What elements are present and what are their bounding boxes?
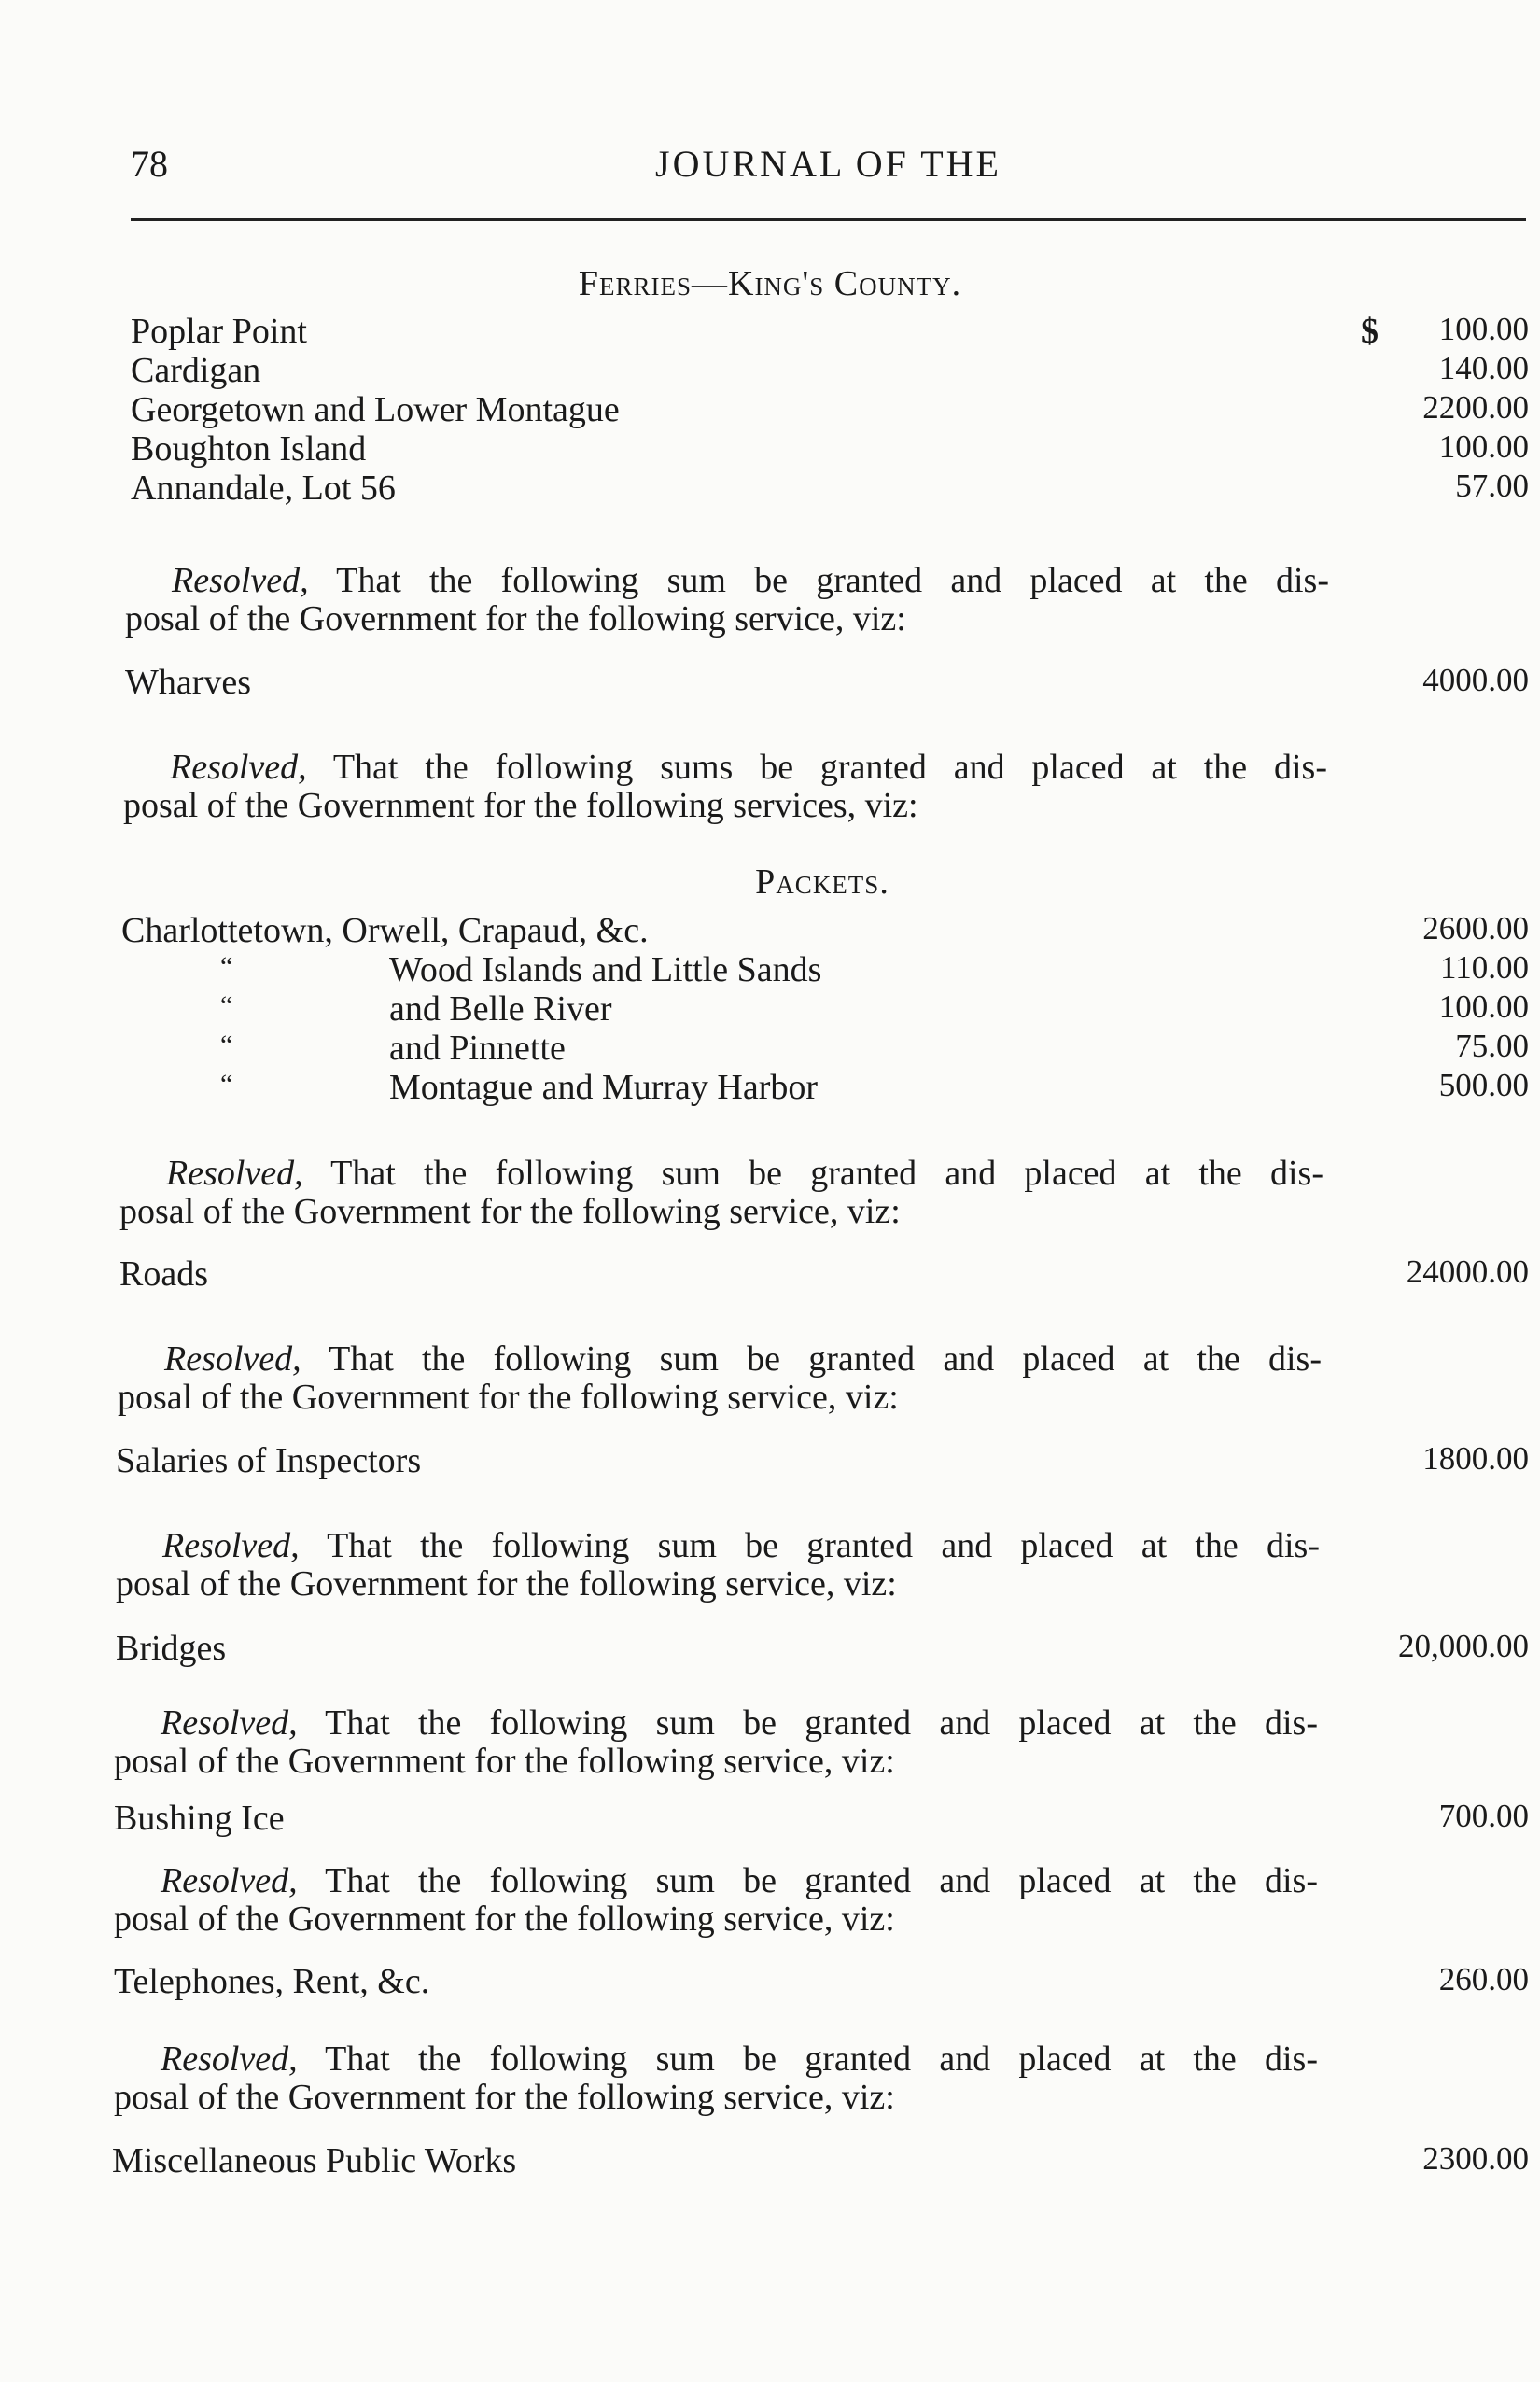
- packet-row: [0, 1028, 1540, 1071]
- ferry-amount: 100.00: [1438, 428, 1529, 465]
- packet-amount: 500.00: [1438, 1067, 1529, 1103]
- ferries-heading: Ferries—King's County.: [578, 264, 962, 303]
- packet-label: and Belle River: [389, 989, 612, 1029]
- resolved-word: Resolved,: [172, 561, 309, 600]
- ferry-label: Boughton Island: [131, 429, 367, 469]
- resolved-word: Resolved,: [162, 1526, 300, 1565]
- packet-row: [0, 910, 1540, 953]
- packet-row: [0, 1067, 1540, 1110]
- resolution-text: That the following sum be granted and placed at the dis-: [327, 1526, 1320, 1565]
- ferry-row: [0, 350, 1540, 393]
- ferry-label: Annandale, Lot 56: [131, 469, 396, 508]
- header-rule: [131, 218, 1526, 221]
- appropriation-row: [0, 2140, 1540, 2183]
- service-label: Telephones, Rent, &c.: [114, 1962, 430, 2001]
- service-label: Roads: [119, 1254, 208, 1294]
- service-label: Wharves: [125, 663, 252, 702]
- resolution-paragraph: [114, 1704, 1318, 1781]
- service-label: Salaries of Inspectors: [116, 1441, 422, 1480]
- service-label: Bushing Ice: [114, 1799, 285, 1838]
- running-title: JOURNAL OF THE: [655, 143, 1001, 185]
- packet-label: Wood Islands and Little Sands: [389, 950, 822, 989]
- resolved-word: Resolved,: [164, 1339, 301, 1379]
- service-amount: 24000.00: [1406, 1254, 1529, 1290]
- resolution-text: That the following sum be granted and placed at the dis-: [325, 1703, 1318, 1743]
- ferry-row: [0, 311, 1540, 354]
- service-amount: 700.00: [1438, 1798, 1529, 1834]
- ferry-amount: 140.00: [1438, 350, 1529, 386]
- resolved-word: Resolved,: [170, 748, 307, 787]
- resolution-text: That the following sums be granted and placed at the dis-: [332, 748, 1327, 787]
- page-number: 78: [131, 143, 168, 185]
- service-amount: 2300.00: [1422, 2140, 1529, 2177]
- resolution-text: That the following sum be granted and placed at the dis-: [330, 1154, 1323, 1193]
- resolution-text: That the following sum be granted and placed at the dis-: [325, 2039, 1318, 2079]
- resolution-text: posal of the Government for the following service, viz:: [114, 1899, 895, 1939]
- ditto-mark: “: [220, 1069, 233, 1100]
- resolved-word: Resolved,: [161, 2039, 298, 2079]
- packet-amount: 110.00: [1440, 949, 1529, 986]
- service-label: Bridges: [116, 1629, 227, 1668]
- ferry-amount: 2200.00: [1422, 389, 1529, 426]
- service-amount: 1800.00: [1422, 1440, 1529, 1477]
- ferry-label: Georgetown and Lower Montague: [131, 390, 620, 429]
- packet-amount: 2600.00: [1422, 910, 1529, 946]
- packet-row: [0, 949, 1540, 992]
- appropriation-row: [0, 1254, 1540, 1296]
- ditto-mark: “: [220, 990, 233, 1021]
- resolution-paragraph: [116, 1527, 1320, 1604]
- resolution-text: posal of the Government for the following service, viz:: [116, 1564, 897, 1604]
- packet-amount: 100.00: [1438, 988, 1529, 1025]
- appropriation-row: [0, 1961, 1540, 2004]
- resolution-paragraph: [114, 2040, 1318, 2117]
- ferry-row: [0, 428, 1540, 471]
- packet-label: and Pinnette: [389, 1029, 566, 1068]
- service-amount: 260.00: [1438, 1961, 1529, 1997]
- appropriation-row: [0, 662, 1540, 705]
- resolution-paragraph: [114, 1862, 1318, 1939]
- resolution-paragraph: [125, 562, 1329, 638]
- resolution-paragraph: [119, 1155, 1323, 1231]
- resolution-text: posal of the Government for the following service, viz:: [114, 2078, 895, 2117]
- ferry-amount: 57.00: [1455, 468, 1529, 504]
- ferry-row: [0, 389, 1540, 432]
- ferry-label: Poplar Point: [131, 312, 307, 351]
- ferry-row: [0, 468, 1540, 511]
- resolved-word: Resolved,: [161, 1703, 298, 1743]
- resolved-word: Resolved,: [161, 1861, 298, 1900]
- resolution-text: That the following sum be granted and placed at the dis-: [325, 1861, 1318, 1900]
- resolution-text: posal of the Government for the following service, viz:: [125, 599, 906, 638]
- dollar-sign: $: [1361, 312, 1379, 351]
- ditto-mark: “: [220, 1030, 233, 1060]
- resolution-text: posal of the Government for the following services, viz:: [123, 786, 918, 825]
- appropriation-row: [0, 1440, 1540, 1483]
- packet-label: Montague and Murray Harbor: [389, 1068, 819, 1107]
- packet-amount: 75.00: [1455, 1028, 1529, 1064]
- resolution-text: posal of the Government for the following service, viz:: [114, 1742, 895, 1781]
- resolution-text: That the following sum be granted and placed at the dis-: [336, 561, 1329, 600]
- service-label: Miscellaneous Public Works: [112, 2141, 517, 2180]
- appropriation-row: [0, 1798, 1540, 1841]
- appropriation-row: [0, 1628, 1540, 1671]
- ferry-label: Cardigan: [131, 351, 261, 390]
- resolution-paragraph: [118, 1340, 1322, 1417]
- service-amount: 20,000.00: [1398, 1628, 1529, 1664]
- service-amount: 4000.00: [1422, 662, 1529, 698]
- resolution-text: posal of the Government for the following service, viz:: [119, 1192, 901, 1231]
- ferry-amount: 100.00: [1438, 311, 1529, 347]
- resolution-text: posal of the Government for the following service, viz:: [118, 1378, 899, 1417]
- resolution-paragraph: [123, 749, 1327, 825]
- resolved-word: Resolved,: [166, 1154, 303, 1193]
- packet-row: [0, 988, 1540, 1031]
- page-header: [131, 142, 1526, 189]
- ditto-mark: “: [220, 951, 233, 982]
- resolution-text: That the following sum be granted and placed at the dis-: [329, 1339, 1322, 1379]
- packet-label: Charlottetown, Orwell, Crapaud, &c.: [121, 911, 649, 950]
- packets-heading: Packets.: [755, 862, 889, 902]
